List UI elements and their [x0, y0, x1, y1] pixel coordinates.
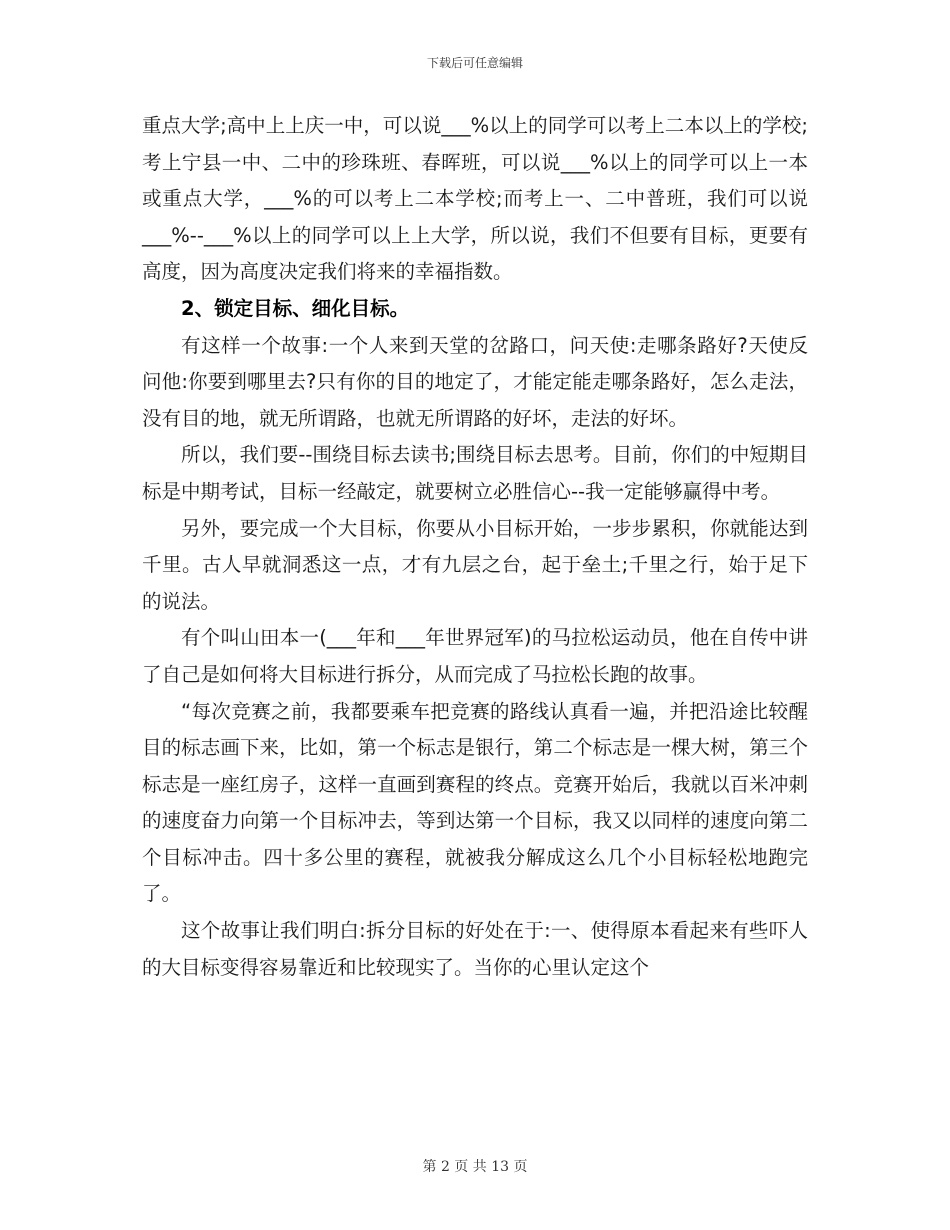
paragraph: 这个故事让我们明白:拆分目标的好处在于:一、使得原本看起来有些吓人的大目标变得容易靠近和比较现实了。当你的心里认定这个 — [142, 919, 808, 979]
section-heading: 2、锁定目标、细化目标。 — [181, 296, 410, 320]
paragraph: 有个叫山田本一(___年和___年世界冠军)的马拉松运动员，他在自传中讲了自己是如何将大目标进行拆分，从而完成了马拉松长跑的故事。 — [142, 626, 808, 686]
paragraph: 另外，要完成一个大目标，你要从小目标开始，一步步累积，你就能达到千里。古人早就洞悉这一点，才有九层之台，起于垒土;千里之行，始于足下的说法。 — [142, 516, 808, 613]
quote-paragraph: “每次竞赛之前，我都要乘车把竞赛的路线认真看一遍，并把沿途比较醒目的标志画下来，比如，第一个标志是银行，第二个标志是一棵大树，第三个标志是一座红房子，这样一直画到赛程的终点。竞赛开始后，我就以百米冲刺的速度奋力向第一个目标冲去，等到达第一个目标，我又以同样的速度向第二个目标冲击。四十多公里的赛程，就被我分解成这么几个小目标轻松地跑完了。 — [142, 699, 808, 906]
paragraph: 所以，我们要--围绕目标去读书;围绕目标去思考。目前，你们的中短期目标是中期考试，目标一经敲定，就要树立必胜信心--我一定能够赢得中考。 — [142, 443, 808, 503]
document-body — [142, 108, 808, 986]
page-header: 下载后可任意编辑 — [426, 56, 523, 70]
paragraph: 有这样一个故事:一个人来到天堂的岔路口，问天使:走哪条路好?天使反问他:你要到哪里去?只有你的目的地定了，才能定能走哪条路好，怎么走法，没有目的地，就无所谓路，也就无所谓路的好坏，走法的好坏。 — [142, 333, 808, 430]
paragraph-continuation: 重点大学;高中上上庆一中，可以说___%以上的同学可以考上二本以上的学校;考上宁县一中、二中的珍珠班、春晖班，可以说___%以上的同学可以上一本或重点大学，___%的可以考上二本学校;而考上一、二中普班，我们可以说___%--___%以上的同学可以上上大学，所以说，我们不但要有目标，更要有高度，因为高度决定我们将来的幸福指数。 — [142, 114, 808, 284]
page-footer: 第 2 页 共 13 页 — [422, 1159, 528, 1175]
